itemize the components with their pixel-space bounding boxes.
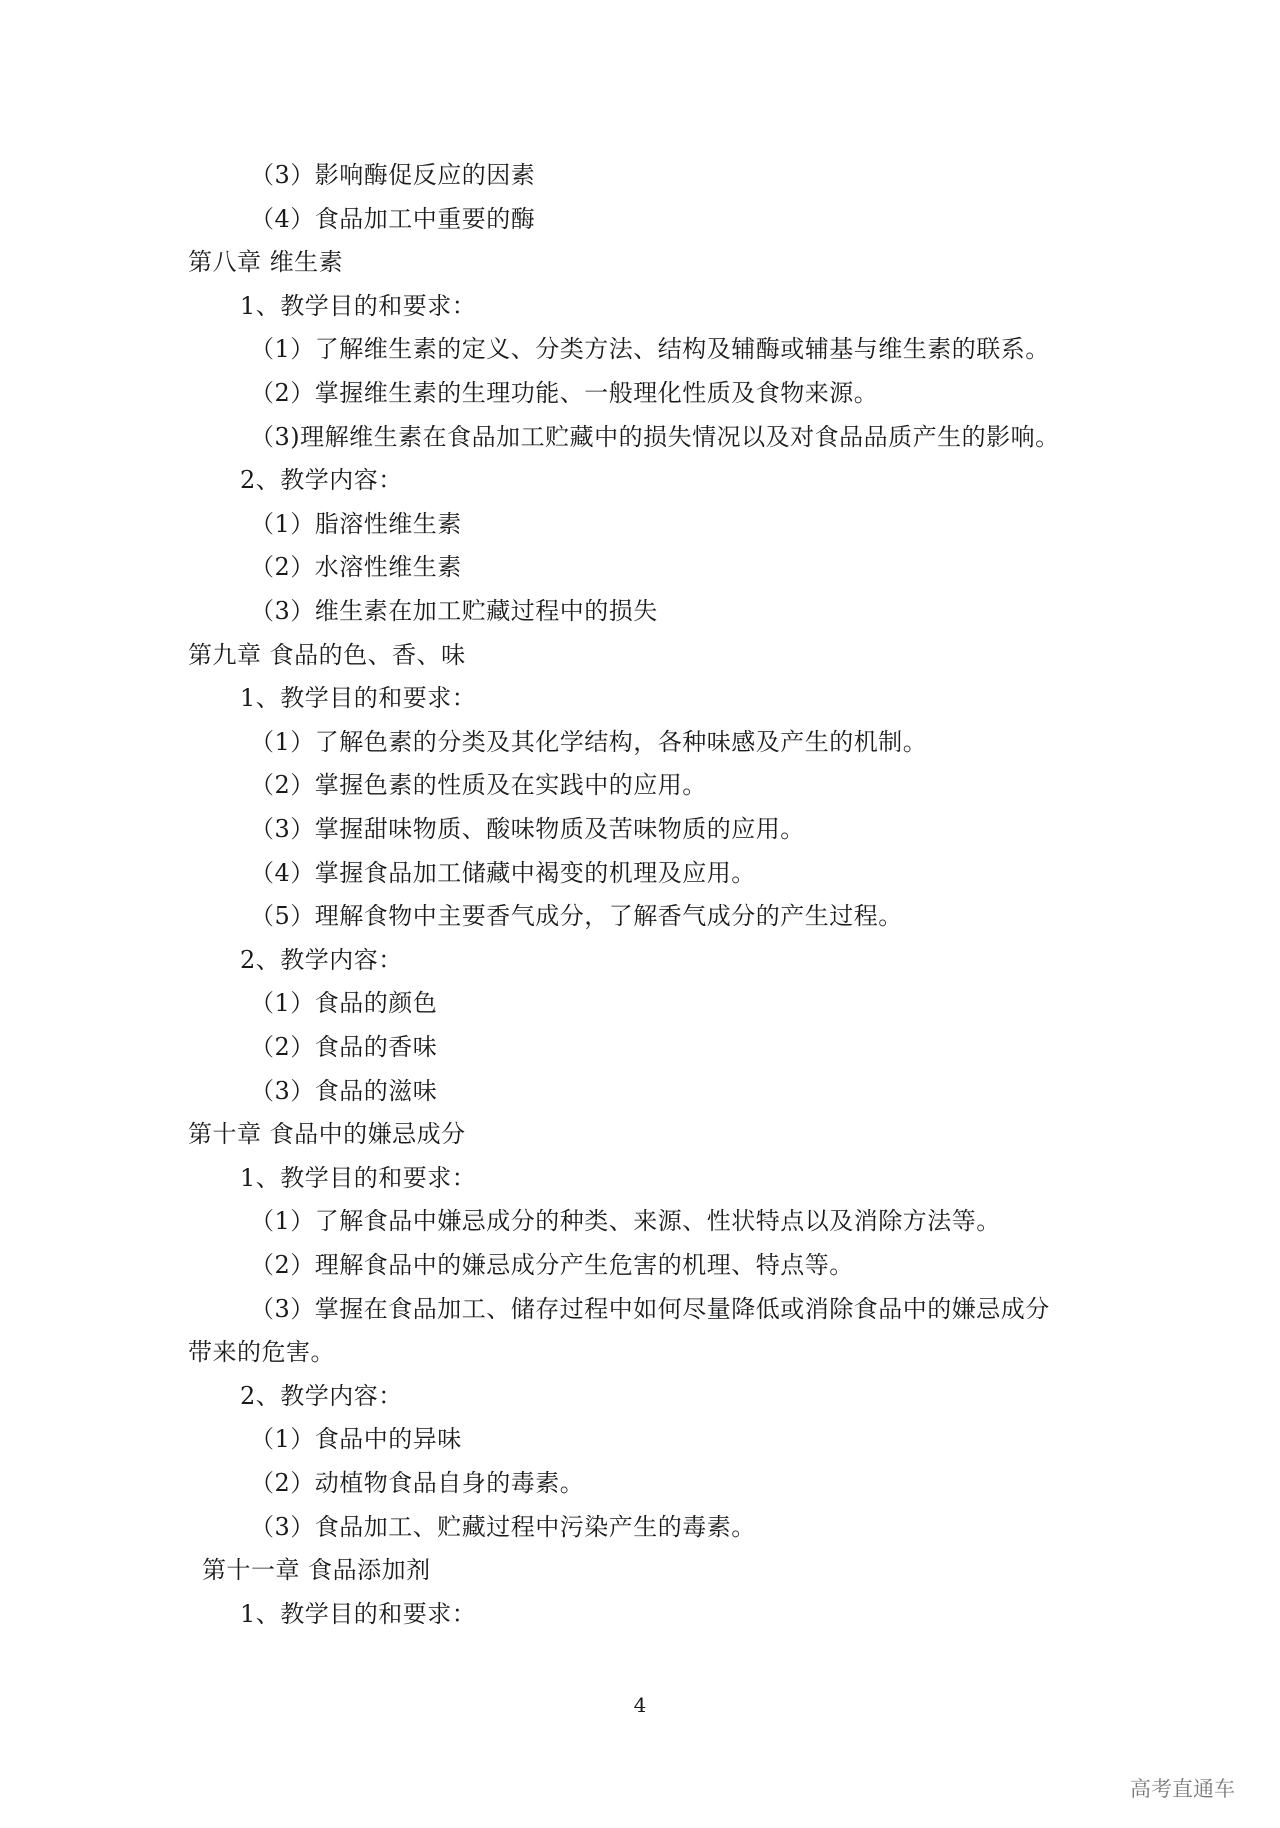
list-item: （2）动植物食品自身的毒素。 bbox=[250, 1469, 585, 1497]
paragraph-continuation: 带来的危害。 bbox=[188, 1338, 335, 1367]
list-item: （1）食品中的异味 bbox=[250, 1425, 462, 1454]
list-item: （4）掌握食品加工储藏中褐变的机理及应用。 bbox=[250, 858, 756, 887]
chapter-heading: 第八章 维生素 bbox=[188, 248, 344, 277]
list-item: （3)理解维生素在食品加工贮藏中的损失情况以及对食品品质产生的影响。 bbox=[250, 422, 1060, 451]
list-item: （2）理解食品中的嫌忌成分产生危害的机理、特点等。 bbox=[250, 1251, 854, 1279]
list-item: （1）了解色素的分类及其化学结构，各种味感及产生的机制。 bbox=[250, 727, 928, 756]
list-item: （3）影响酶促反应的因素 bbox=[250, 161, 536, 189]
list-item: （3）维生素在加工贮藏过程中的损失 bbox=[250, 597, 658, 625]
section-heading: 1、教学目的和要求： bbox=[240, 684, 477, 713]
page-number: 4 bbox=[633, 1693, 647, 1717]
section-heading: 1、教学目的和要求： bbox=[240, 291, 477, 320]
list-item: （1）脂溶性维生素 bbox=[250, 509, 462, 538]
list-item: （3）掌握甜味物质、酸味物质及苦味物质的应用。 bbox=[250, 815, 805, 843]
chapter-heading: 第十一章 食品添加剂 bbox=[202, 1556, 431, 1585]
list-item: （3）掌握在食品加工、储存过程中如何尽量降低或消除食品中的嫌忌成分 bbox=[250, 1294, 1050, 1323]
list-item: （5）理解食物中主要香气成分，了解香气成分的产生过程。 bbox=[250, 902, 903, 931]
list-item: （2）食品的香味 bbox=[250, 1033, 438, 1061]
list-item: （3）食品的滋味 bbox=[250, 1076, 438, 1105]
list-item: （1）了解维生素的定义、分类方法、结构及辅酶或辅基与维生素的联系。 bbox=[250, 335, 1050, 364]
list-item: （2）掌握维生素的生理功能、一般理化性质及食物来源。 bbox=[250, 379, 879, 407]
chapter-heading: 第九章 食品的色、香、味 bbox=[188, 640, 466, 669]
section-heading: 2、教学内容： bbox=[240, 1381, 403, 1410]
section-heading: 1、教学目的和要求： bbox=[240, 1163, 477, 1192]
list-item: （4）食品加工中重要的酶 bbox=[250, 204, 536, 233]
list-item: （2）水溶性维生素 bbox=[250, 553, 462, 582]
list-item: （2）掌握色素的性质及在实践中的应用。 bbox=[250, 771, 707, 800]
section-heading: 1、教学目的和要求： bbox=[240, 1599, 477, 1628]
list-item: （1）食品的颜色 bbox=[250, 989, 438, 1018]
chapter-heading: 第十章 食品中的嫌忌成分 bbox=[188, 1120, 466, 1149]
section-heading: 2、教学内容： bbox=[240, 945, 403, 974]
list-item: （3）食品加工、贮藏过程中污染产生的毒素。 bbox=[250, 1512, 756, 1541]
list-item: （1）了解食品中嫌忌成分的种类、来源、性状特点以及消除方法等。 bbox=[250, 1207, 1001, 1236]
watermark: 高考直通车 bbox=[1130, 1777, 1235, 1801]
section-heading: 2、教学内容： bbox=[240, 466, 403, 495]
